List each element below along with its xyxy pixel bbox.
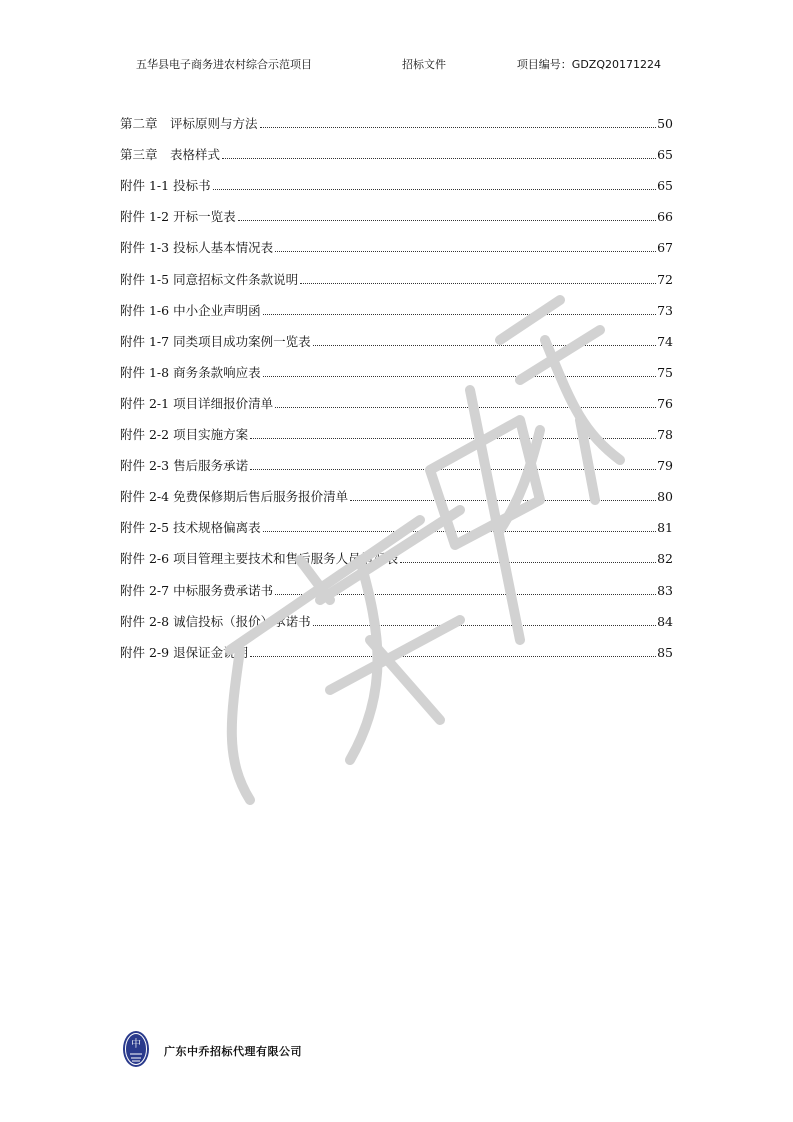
toc-entry-page: 82 bbox=[657, 551, 673, 567]
toc-entry[interactable] bbox=[120, 536, 673, 567]
toc-entry-title: 第二章 评标原则与方法 bbox=[120, 116, 258, 132]
toc-entry[interactable] bbox=[120, 567, 673, 598]
header-doc-type: 招标文件 bbox=[402, 58, 446, 71]
toc-entry-title: 附件 2-3 售后服务承诺 bbox=[120, 458, 249, 474]
toc-entry-title: 附件 2-8 诚信投标（报价）承诺书 bbox=[120, 613, 311, 629]
table-of-contents bbox=[120, 101, 673, 661]
toc-entry-page: 83 bbox=[657, 582, 673, 598]
toc-entry-title: 附件 1-3 投标人基本情况表 bbox=[120, 240, 274, 256]
toc-entry-page: 84 bbox=[657, 613, 673, 629]
toc-dot-leader bbox=[275, 250, 656, 252]
toc-dot-leader bbox=[300, 282, 656, 284]
toc-entry[interactable] bbox=[120, 256, 673, 287]
toc-entry-title: 附件 1-2 开标一览表 bbox=[120, 209, 236, 225]
toc-entry-page: 76 bbox=[657, 395, 673, 411]
toc-dot-leader bbox=[213, 188, 657, 190]
toc-entry[interactable] bbox=[120, 101, 673, 132]
toc-entry-title: 附件 1-8 商务条款响应表 bbox=[120, 364, 261, 380]
toc-entry-page: 72 bbox=[657, 271, 673, 287]
toc-entry-page: 66 bbox=[657, 209, 673, 225]
toc-entry[interactable] bbox=[120, 630, 673, 661]
toc-dot-leader bbox=[238, 219, 657, 221]
toc-entry-page: 80 bbox=[657, 489, 673, 505]
toc-entry-page: 67 bbox=[657, 240, 673, 256]
toc-entry[interactable] bbox=[120, 443, 673, 474]
toc-dot-leader bbox=[400, 561, 656, 563]
toc-dot-leader bbox=[263, 375, 657, 377]
toc-entry-title: 附件 1-6 中小企业声明函 bbox=[120, 302, 261, 318]
header-project-code: 项目编号：GDZQ20171224 bbox=[516, 58, 661, 71]
toc-entry-page: 65 bbox=[657, 147, 673, 163]
toc-entry-title: 附件 1-5 同意招标文件条款说明 bbox=[120, 271, 299, 287]
toc-entry-title: 附件 1-1 投标书 bbox=[120, 178, 211, 194]
header-project-name: 五华县电子商务进农村综合示范项目 bbox=[136, 58, 312, 71]
toc-entry-page: 73 bbox=[657, 302, 673, 318]
toc-entry[interactable] bbox=[120, 505, 673, 536]
toc-entry-title: 附件 2-4 免费保修期后售后服务报价清单 bbox=[120, 489, 349, 505]
toc-entry[interactable] bbox=[120, 163, 673, 194]
toc-entry-title: 附件 2-7 中标服务费承诺书 bbox=[120, 582, 274, 598]
toc-entry[interactable] bbox=[120, 194, 673, 225]
toc-entry[interactable] bbox=[120, 599, 673, 630]
toc-entry-title: 附件 1-7 同类项目成功案例一览表 bbox=[120, 333, 311, 349]
toc-entry-title: 附件 2-9 退保证金说明 bbox=[120, 644, 249, 660]
logo-char: 中 bbox=[131, 1039, 141, 1050]
toc-entry-page: 85 bbox=[657, 644, 673, 660]
toc-dot-leader bbox=[263, 530, 657, 532]
toc-dot-leader bbox=[275, 406, 656, 408]
toc-entry-title: 附件 2-1 项目详细报价清单 bbox=[120, 395, 274, 411]
footer-company-name: 广东中乔招标代理有限公司 bbox=[164, 1045, 302, 1058]
toc-dot-leader bbox=[222, 157, 656, 159]
toc-entry[interactable] bbox=[120, 225, 673, 256]
toc-dot-leader bbox=[260, 126, 657, 128]
toc-dot-leader bbox=[250, 655, 656, 657]
toc-entry[interactable] bbox=[120, 288, 673, 319]
company-logo bbox=[122, 1030, 150, 1068]
toc-entry-title: 附件 2-2 项目实施方案 bbox=[120, 427, 249, 443]
toc-dot-leader bbox=[313, 344, 657, 346]
toc-entry-page: 78 bbox=[657, 427, 673, 443]
toc-entry-page: 75 bbox=[657, 364, 673, 380]
toc-dot-leader bbox=[313, 624, 657, 626]
toc-dot-leader bbox=[250, 437, 656, 439]
toc-entry-page: 81 bbox=[657, 520, 673, 536]
page-header bbox=[120, 56, 673, 74]
toc-entry[interactable] bbox=[120, 132, 673, 163]
toc-entry-title: 附件 2-6 项目管理主要技术和售后服务人员情况表 bbox=[120, 551, 399, 567]
toc-entry[interactable] bbox=[120, 319, 673, 350]
toc-entry-page: 74 bbox=[657, 333, 673, 349]
toc-dot-leader bbox=[275, 593, 656, 595]
toc-entry-page: 65 bbox=[657, 178, 673, 194]
toc-entry-page: 79 bbox=[657, 458, 673, 474]
toc-dot-leader bbox=[350, 499, 656, 501]
toc-entry[interactable] bbox=[120, 381, 673, 412]
toc-dot-leader bbox=[263, 313, 657, 315]
toc-entry-title: 附件 2-5 技术规格偏离表 bbox=[120, 520, 261, 536]
toc-entry[interactable] bbox=[120, 412, 673, 443]
toc-entry[interactable] bbox=[120, 474, 673, 505]
toc-entry[interactable] bbox=[120, 350, 673, 381]
toc-dot-leader bbox=[250, 468, 656, 470]
toc-entry-title: 第三章 表格样式 bbox=[120, 147, 221, 163]
toc-entry-page: 50 bbox=[657, 116, 673, 132]
